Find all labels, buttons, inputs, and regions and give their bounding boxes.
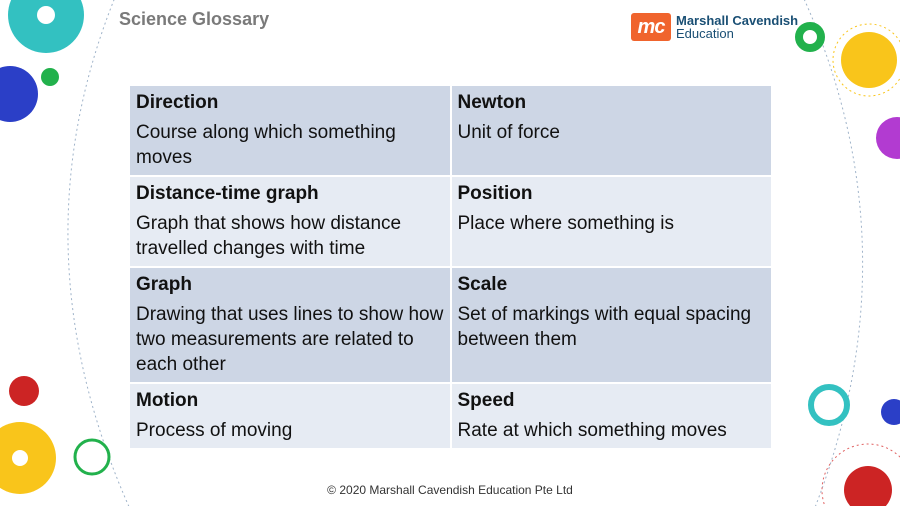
glossary-row (129, 176, 772, 267)
teal-circle (8, 0, 84, 53)
glossary-entry (129, 383, 451, 449)
glossary-term: Graph (136, 274, 192, 295)
glossary-definition: Graph that shows how distance travelled changes with time (136, 213, 402, 259)
glossary-definition: Process of moving (136, 420, 293, 441)
glossary-term: Scale (457, 274, 508, 295)
glossary-entry (129, 85, 451, 176)
glossary-entry (451, 85, 773, 176)
glossary-term: Direction (136, 92, 219, 113)
purple-circle (876, 117, 900, 159)
glossary-entry (129, 267, 451, 383)
green-ring (799, 26, 821, 48)
glossary-definition: Course along which something moves (136, 122, 396, 168)
page-title: Science Glossary (119, 9, 270, 29)
glossary-term: Position (457, 183, 533, 204)
glossary-table (128, 84, 773, 450)
glossary-definition: Drawing that uses lines to show how two measurements are related to each other (136, 304, 444, 375)
glossary-term: Speed (457, 390, 515, 411)
glossary-entry (451, 267, 773, 383)
yellow-circle (841, 32, 897, 88)
yellow-dashed-ring (833, 24, 900, 96)
glossary-row (129, 85, 772, 176)
glossary-definition: Set of markings with equal spacing between them (457, 304, 752, 350)
copyright-footer: © 2020 Marshall Cavendish Education Pte Ltd (327, 483, 573, 497)
logo-subtitle: Education (676, 26, 734, 41)
glossary-term: Newton (457, 92, 527, 113)
green-ring (75, 440, 109, 474)
glossary-entry (451, 383, 773, 449)
teal-ring (811, 387, 847, 423)
glossary-definition: Place where something is (457, 213, 674, 234)
glossary-definition: Rate at which something moves (457, 420, 727, 441)
white-dot (37, 6, 55, 24)
blue-circle (0, 66, 38, 122)
glossary-definition: Unit of force (457, 122, 560, 143)
glossary-row (129, 267, 772, 383)
green-dot (41, 68, 59, 86)
logo-mark: mc (631, 13, 671, 41)
white-dot (12, 450, 28, 466)
logo-name: Marshall Cavendish (676, 13, 799, 28)
red-circle (9, 376, 39, 406)
blue-circle (881, 399, 900, 425)
glossary-entry (451, 176, 773, 267)
glossary-term: Motion (136, 390, 199, 411)
publisher-logo (631, 13, 798, 41)
glossary-term: Distance-time graph (136, 183, 319, 204)
glossary-entry (129, 176, 451, 267)
glossary-row (129, 383, 772, 449)
